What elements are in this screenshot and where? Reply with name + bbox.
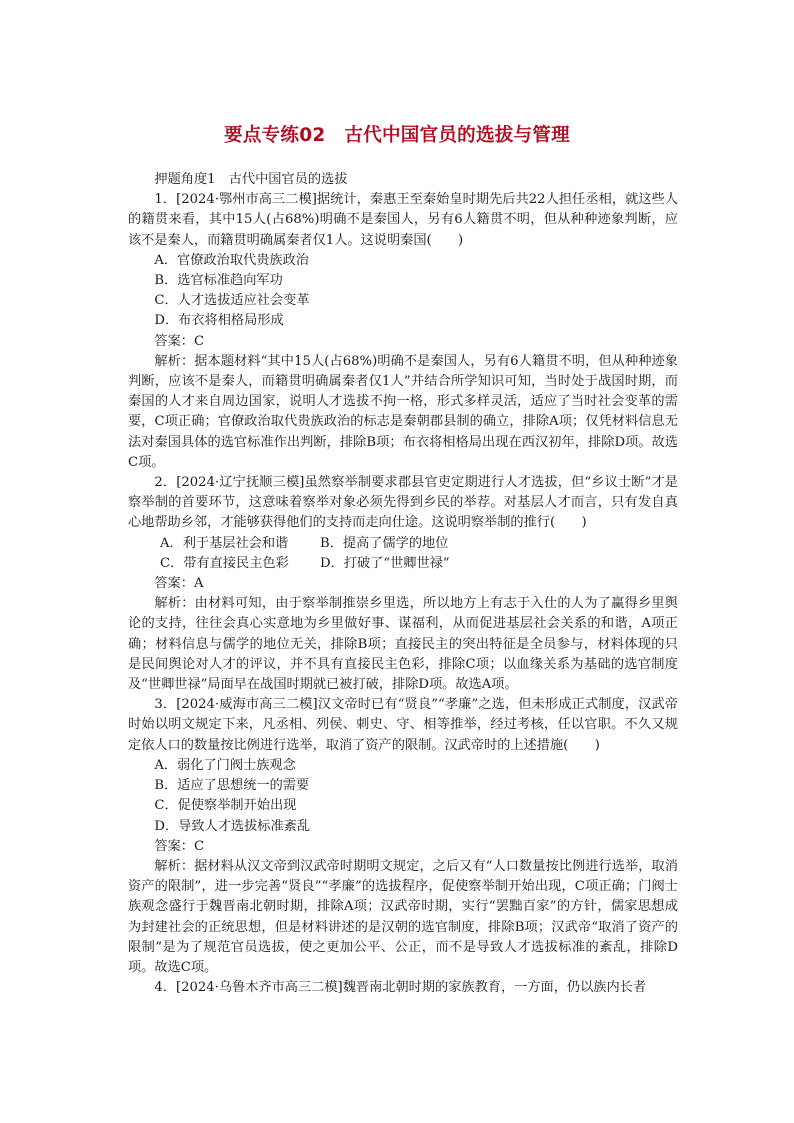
analysis: 解析：据本题材料“其中15人(占68%)明确不是秦国人，另有6人籍贯不明，但从种种迹象判断，应该不是秦人，而籍贯明确属秦者仅1人”并结合所学知识可知，当时处于战国时期，而秦国的人才来自周边国家，说明人才选拔不拘一格，形式多样灵活，适应了当时社会变革的需要，C项正确；官僚政治取代贵族政治的标志是秦朝郡县制的确立，排除A项；仅凭材料信息无法对秦国具体的选官标准作出判断，排除B项；布衣将相格局出现在西汉初年，排除D项。故选C项。 — [128, 353, 678, 470]
question-stem: 3．[2024·威海市高三二模]汉文帝时已有“贤良”“孝廉”之选，但未形成正式制度，汉武帝时始以明文规定下来，凡丞相、列侯、刺史、守、相等推举，经过考核，任以官职。不久又规定依人口的数量按比例进行选举，取消了资产的限制。汉武帝时的上述措施( ) — [128, 697, 678, 753]
answer: 答案：A — [154, 576, 204, 592]
question-stem: 2．[2024·辽宁抚顺三模]虽然察举制要求郡县官吏定期进行人才选拔，但“乡议士断”才是察举制的首要环节，这意味着察举对象必须先得到乡民的举荐。对基层人才而言，只有发自真心地帮助乡邻，才能够获得他们的支持而走向仕途。这说明察举制的推行( ) — [128, 475, 678, 531]
option: A．官僚政治取代贵族政治 — [154, 252, 309, 268]
question-stem: 4．[2024·乌鲁木齐市高三二模]魏晋南北朝时期的家族教育，一方面，仍以族内长者 — [154, 980, 647, 996]
option: C．带有直接民主色彩 — [160, 555, 289, 571]
option: B．提高了儒学的地位 — [320, 535, 449, 551]
option-row — [128, 534, 678, 554]
option: A．弱化了门阀士族观念 — [154, 757, 296, 773]
option: D．导致人才选拔标准紊乱 — [154, 818, 311, 834]
question-stem: 1．[2024·鄂州市高三二模]据统计，秦惠王至秦始皇时期先后共22人担任丞相，就这些人的籍贯来看，其中15人(占68%)明确不是秦国人，另有6人籍贯不明，但从种种迹象判断，应该不是秦人，而籍贯明确属秦者仅1人。这说明秦国( ) — [128, 192, 678, 248]
option-row — [128, 554, 678, 574]
option: D．打破了“世卿世禄” — [320, 555, 450, 571]
analysis: 解析：据材料从汉文帝到汉武帝时期明文规定，之后又有“人口数量按比例进行选举，取消资产的限制”，进一步完善“贤良”“孝廉”的选拔程序，促使察举制开始出现，C项正确；门阀士族观念盛行于魏晋南北朝时期，排除A项；汉武帝时期，实行“罢黜百家”的方针，儒家思想成为封建社会的正统思想，但是材料讲述的是汉朝的选官制度，排除B项；汉武帝“取消了资产的限制”是为了规范官员选拔，使之更加公平、公正，而不是导致人才选拔标准的紊乱，排除D项。故选C项。 — [128, 858, 678, 975]
option: C．人才选拔适应社会变革 — [154, 293, 310, 309]
answer: 答案：C — [154, 838, 205, 854]
document-body — [128, 170, 678, 998]
option: C．促使察举制开始出现 — [154, 798, 297, 814]
option: B．适应了思想统一的需要 — [154, 778, 310, 794]
option: A．利于基层社会和谐 — [160, 535, 289, 551]
option: B．选官标准趋向军功 — [154, 273, 283, 289]
section-heading: 押题角度1 古代中国官员的选拔 — [154, 172, 348, 187]
option: D．布衣将相格局形成 — [154, 313, 284, 329]
analysis: 解析：由材料可知，由于察举制推崇乡里选，所以地方上有志于入仕的人为了赢得乡里舆论的支持，往往会真心实意地为乡里做好事、谋福利，从而促进基层社会关系的和谐，A项正确；材料信息与儒学的地位无关，排除B项；直接民主的突出特征是全员参与，材料体现的只是民间舆论对人才的评议，并不具有直接民主色彩，排除C项；以血缘关系为基础的选官制度及“世卿世禄”局面早在战国时期就已被打破，排除D项。故选A项。 — [128, 596, 678, 693]
answer: 答案：C — [154, 333, 205, 349]
page-title: 要点专练02 古代中国官员的选拔与管理 — [224, 125, 570, 146]
